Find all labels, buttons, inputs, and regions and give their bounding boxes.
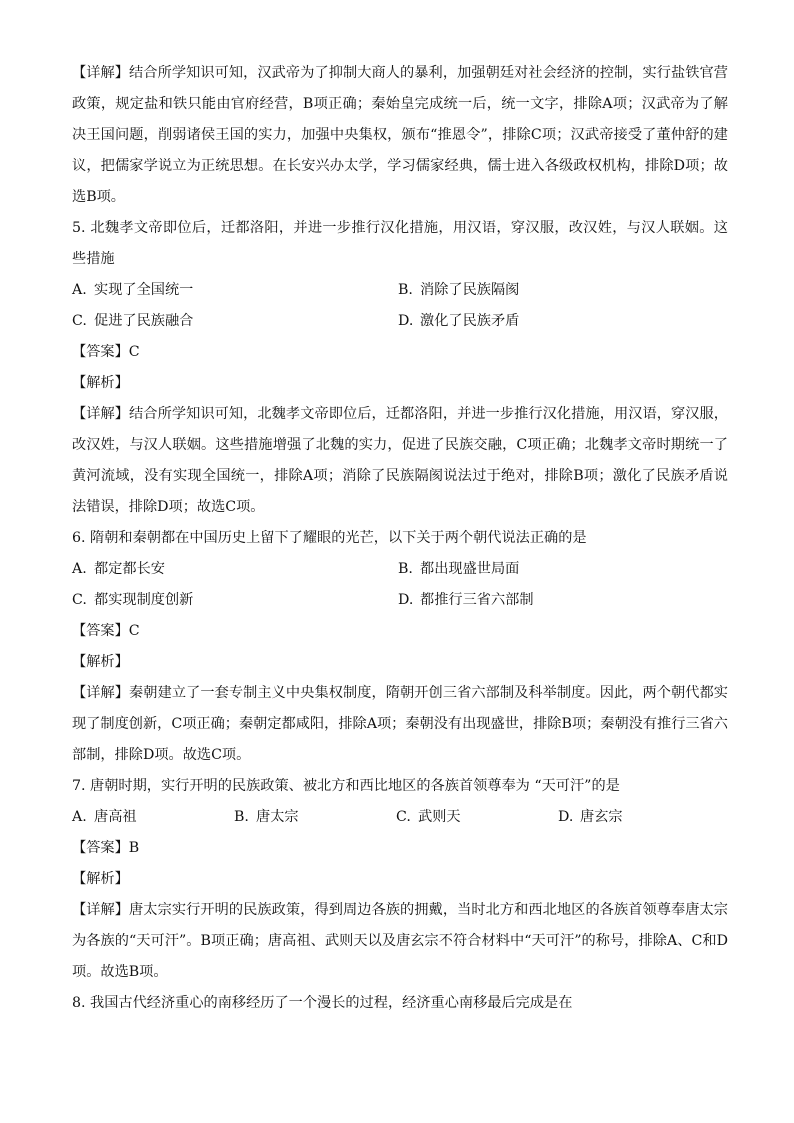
options-q7 [72,802,728,833]
option-b: B. 都出现盛世局面 [398,561,520,577]
answer-q6: 【答案】C [72,623,140,639]
document-page [72,58,728,1019]
question-5: 5. 北魏孝文帝即位后，迁都洛阳，并进一步推行汉化措施，用汉语，穿汉服，改汉姓，与汉人联姻。这些措施 [72,220,728,267]
analysis-label-q6: 【解析】 [72,654,129,670]
answer-q7: 【答案】B [72,840,140,856]
option-c: C. 促进了民族融合 [72,313,194,329]
option-a: A. 唐高祖 [72,809,137,825]
option-b: B. 唐太宗 [234,809,299,825]
explanation-q5: 【详解】结合所学知识可知，北魏孝文帝即位后，迁都洛阳，并进一步推行汉化措施，用汉语，穿汉服，改汉姓，与汉人联姻。这些措施增强了北魏的实力，促进了民族交融，C项正确；北魏孝文帝时期统一了黄河流域，没有实现全国统一，排除A项；消除了民族隔阂说法过于绝对，排除B项；激化了民族矛盾说法错误，排除D项；故选C项。 [72,406,728,515]
explanation-q7: 【详解】唐太宗实行开明的民族政策，得到周边各族的拥戴，当时北方和西北地区的各族首领尊奉唐太宗为各族的“天可汗”。B项正确；唐高祖、武则天以及唐玄宗不符合材料中“天可汗”的称号，排除A、C和D项。故选B项。 [72,902,728,980]
options-q6-row2 [72,585,728,616]
options-q5-row2 [72,306,728,337]
explanation-q4: 【详解】结合所学知识可知，汉武帝为了抑制大商人的暴利，加强朝廷对社会经济的控制，实行盐铁官营政策，规定盐和铁只能由官府经营，B项正确；秦始皇完成统一后，统一文字，排除A项；汉武帝为了解决王国问题，削弱诸侯王国的实力，加强中央集权，颁布“推恩令”，排除C项；汉武帝接受了董仲舒的建议，把儒家学说立为正统思想。在长安兴办太学，学习儒家经典，儒士进入各级政权机构，排除D项；故选B项。 [72,65,728,205]
analysis-label-q5: 【解析】 [72,375,129,391]
option-d: D. 激化了民族矛盾 [398,313,520,329]
option-c: C. 武则天 [396,809,461,825]
analysis-label-q7: 【解析】 [72,871,129,887]
option-b: B. 消除了民族隔阂 [398,282,520,298]
question-7: 7. 唐朝时期，实行开明的民族政策、被北方和西比地区的各族首领尊奉为 “天可汗”的是 [72,778,620,794]
option-d: D. 都推行三省六部制 [398,592,534,608]
answer-q5: 【答案】C [72,344,140,360]
options-q6-row1 [72,554,728,585]
options-q5-row1 [72,275,728,306]
option-d: D. 唐玄宗 [558,809,623,825]
explanation-q6: 【详解】秦朝建立了一套专制主义中央集权制度，隋朝开创三省六部制及科举制度。因此，两个朝代都实现了制度创新，C项正确；秦朝定都咸阳，排除A项；秦朝没有出现盛世，排除B项；秦朝没有推行三省六部制，排除D项。故选C项。 [72,685,728,763]
question-6: 6. 隋朝和秦朝都在中国历史上留下了耀眼的光芒，以下关于两个朝代说法正确的是 [72,530,587,546]
option-c: C. 都实现制度创新 [72,592,194,608]
option-a: A. 都定都长安 [72,561,165,577]
option-a: A. 实现了全国统一 [72,282,194,298]
question-8: 8. 我国古代经济重心的南移经历了一个漫长的过程，经济重心南移最后完成是在 [72,995,573,1011]
